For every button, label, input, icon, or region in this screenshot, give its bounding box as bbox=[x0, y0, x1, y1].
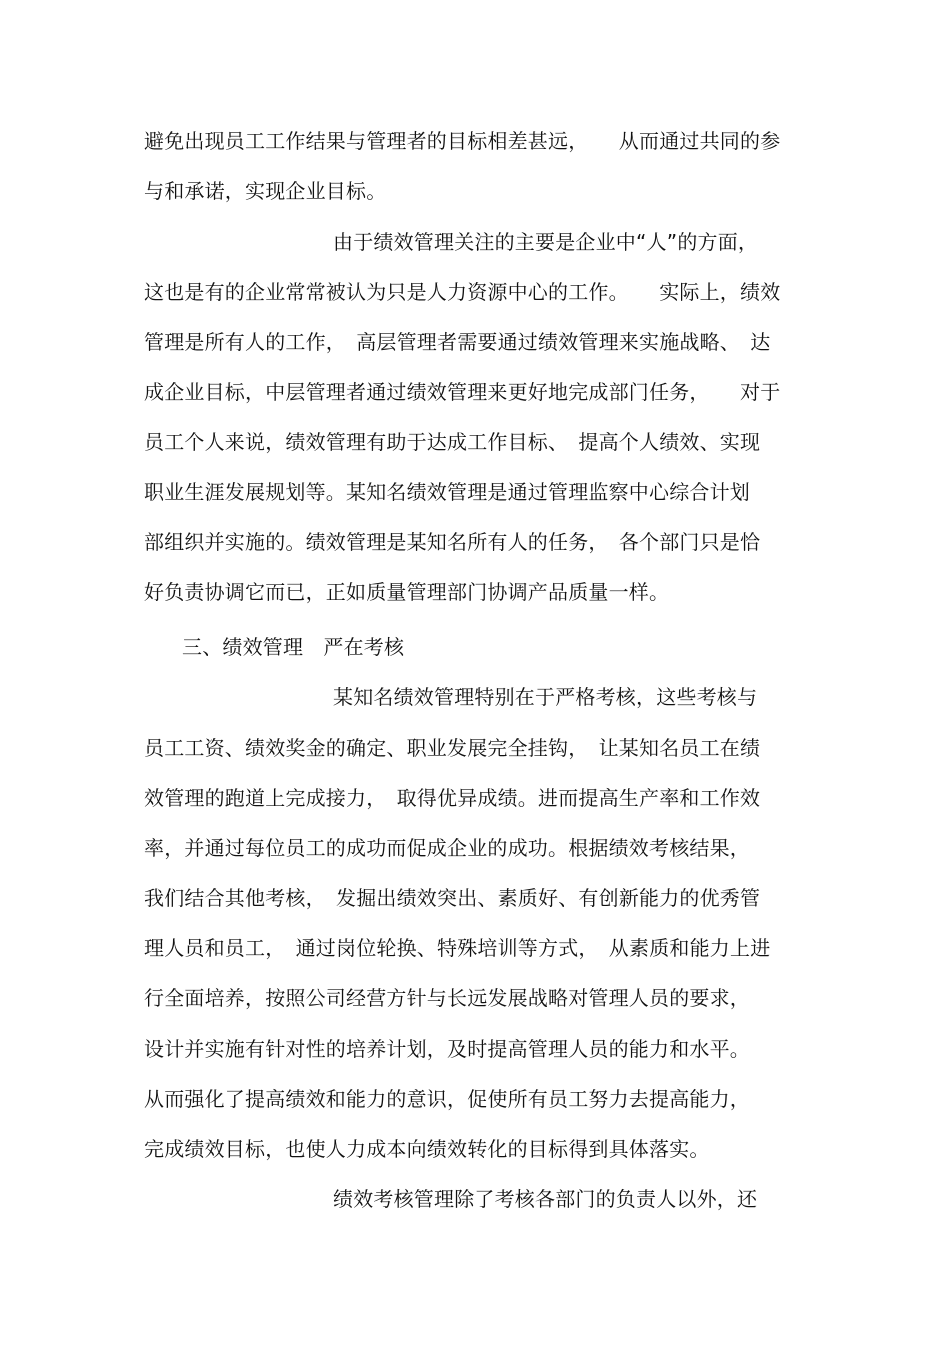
text-line: 效管理的跑道上完成接力， 取得优异成绩。进而提高生产率和工作效 bbox=[144, 786, 761, 810]
text-line: 从而强化了提高绩效和能力的意识，促使所有员工努力去提高能力， bbox=[144, 1087, 750, 1111]
text-line: 成企业目标，中层管理者通过绩效管理来更好地完成部门任务， 对于 bbox=[144, 380, 781, 404]
text-line: 设计并实施有针对性的培养计划，及时提高管理人员的能力和水平。 bbox=[144, 1037, 750, 1061]
text-line: 避免出现员工工作结果与管理者的目标相差甚远， 从而通过共同的参 bbox=[144, 129, 781, 153]
text-line: 我们结合其他考核， 发掘出绩效突出、素质好、有创新能力的优秀管 bbox=[144, 886, 761, 910]
text-line: 理人员和员工， 通过岗位轮换、特殊培训等方式， 从素质和能力上进 bbox=[144, 936, 771, 960]
text-line: 完成绩效目标，也使人力成本向绩效转化的目标得到具体落实。 bbox=[144, 1137, 710, 1161]
text-line: 部组织并实施的。绩效管理是某知名所有人的任务， 各个部门只是恰 bbox=[144, 530, 761, 554]
text-line: 好负责协调它而已，正如质量管理部门协调产品质量一样。 bbox=[144, 580, 670, 604]
text-line: 职业生涯发展规划等。某知名绩效管理是通过管理监察中心综合计划 bbox=[144, 480, 750, 504]
text-line: 员工个人来说，绩效管理有助于达成工作目标、 提高个人绩效、实现 bbox=[144, 430, 761, 454]
text-line: 与和承诺，实现企业目标。 bbox=[144, 179, 387, 203]
text-line: 员工工资、绩效奖金的确定、职业发展完全挂钩， 让某知名员工在绩 bbox=[144, 736, 761, 760]
paragraph-start-line: 某知名绩效管理特别在于严格考核，这些考核与 bbox=[333, 685, 758, 709]
paragraph-start-line: 由于绩效管理关注的主要是企业中“人”的方面， bbox=[333, 230, 759, 254]
paragraph-start-line: 绩效考核管理除了考核各部门的负责人以外，还 bbox=[333, 1187, 758, 1211]
text-line: 行全面培养，按照公司经营方针与长远发展战略对管理人员的要求， bbox=[144, 986, 750, 1010]
text-line: 这也是有的企业常常被认为只是人力资源中心的工作。 实际上，绩效 bbox=[144, 280, 781, 304]
section-heading: 三、绩效管理 严在考核 bbox=[182, 635, 405, 659]
text-line: 管理是所有人的工作， 高层管理者需要通过绩效管理来实施战略、 达 bbox=[144, 330, 771, 354]
text-line: 率，并通过每位员工的成功而促成企业的成功。根据绩效考核结果， bbox=[144, 836, 750, 860]
